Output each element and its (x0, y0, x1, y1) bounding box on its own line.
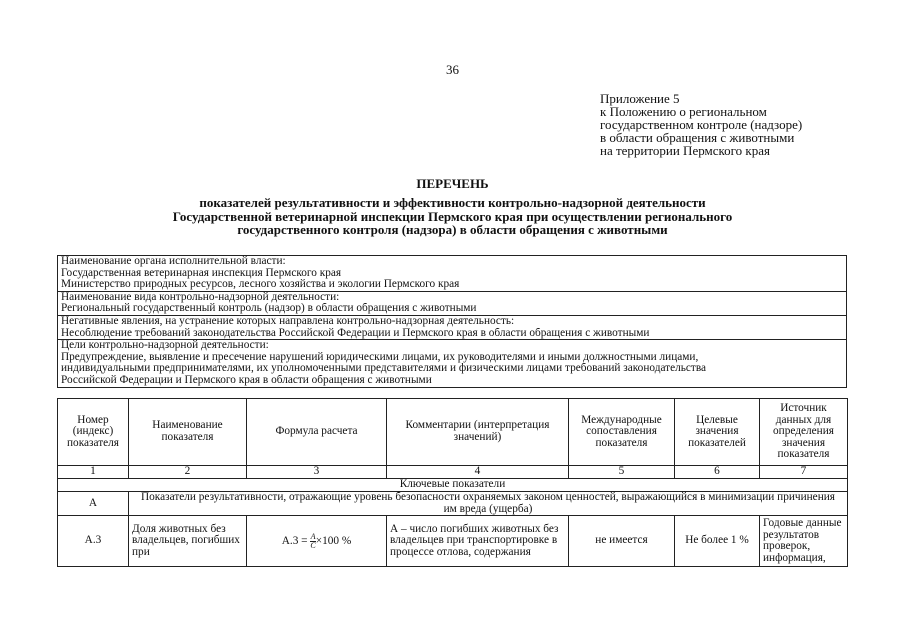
appendix-line: государственном контроле (надзоре) (600, 117, 803, 132)
column-number: 7 (760, 466, 848, 479)
header-cell: Комментарии (интерпретация значений) (387, 399, 569, 466)
header-cell: Формула расчета (247, 399, 387, 466)
subtitle-line: показателей результативности и эффективности контрольно-надзорной деятельности (199, 195, 706, 210)
goals-label: Цели контрольно-надзорной деятельности: (61, 340, 269, 352)
appendix-line: Приложение 5 (600, 91, 680, 106)
appendix-line: к Положению о региональном (600, 104, 767, 119)
appendix-line: в области обращения с животными (600, 130, 795, 145)
row-name: Доля животных без владельцев, погибших при (129, 516, 247, 567)
column-number: 6 (675, 466, 760, 479)
key-indicators-row (58, 479, 848, 492)
header-cell: Наименование показателя (129, 399, 247, 466)
row-international: не имеется (569, 516, 675, 567)
row-index: А.3 (58, 516, 129, 567)
page-number: 36 (446, 62, 459, 77)
info-block (57, 255, 847, 388)
document-subtitle (0, 196, 905, 237)
row-target: Не более 1 % (675, 516, 760, 567)
subtitle-line: Государственной ветеринарной инспекции Пермского края при осуществлении регионального (172, 208, 733, 224)
group-index: А (58, 492, 129, 516)
column-number: 5 (569, 466, 675, 479)
column-number-row (58, 466, 848, 479)
authority-section (58, 256, 846, 292)
document-title: ПЕРЕЧЕНЬ (416, 176, 489, 191)
goals-line: индивидуальными предпринимателями, их уполномоченными представителями и физическими лицами требований законодательства (61, 363, 707, 375)
header-cell: Целевые значения показателей (675, 399, 760, 466)
authority-value: Министерство природных ресурсов, лесного хозяйства и экологии Пермского края (61, 279, 460, 291)
activity-value: Региональный государственный контроль (надзор) в области обращения с животными (61, 303, 477, 315)
activity-section (58, 292, 846, 316)
negative-label: Негативные явления, на устранение которых направлена контрольно-надзорная деятельность: (61, 315, 515, 327)
negative-section (58, 316, 846, 340)
indicators-table (57, 398, 848, 567)
row-source: Годовые данные результатов проверок, информация, (760, 516, 848, 567)
appendix-note (600, 92, 802, 157)
formula-suffix: ×100 % (315, 534, 352, 547)
row-comment: А – число погибших животных без владельцев при транспортировке в процессе отлова, содержания (387, 516, 569, 567)
formula-numerator: A (310, 531, 316, 541)
appendix-line: на территории Пермского края (600, 143, 770, 158)
column-number: 3 (247, 466, 387, 479)
column-number: 1 (58, 466, 129, 479)
table-header-row (58, 399, 848, 466)
header-cell: Номер (индекс) показателя (58, 399, 129, 466)
group-text: Показатели результативности, отражающие уровень безопасности охраняемых законом ценностей, выражающийся в минимизации причинения им вреда (ущерба) (129, 492, 848, 516)
row-formula (247, 516, 387, 567)
goals-line: Предупреждение, выявление и пресечение нарушений юридическими лицами, их руководителями и иными должностными лицами, (61, 351, 699, 363)
header-cell: Источник данных для определения значения показателя (760, 399, 848, 466)
goals-section (58, 340, 846, 387)
activity-label: Наименование вида контрольно-надзорной деятельности: (61, 291, 340, 303)
formula-denominator: C (310, 540, 316, 550)
negative-value: Несоблюдение требований законодательства Российской Федерации и Пермского края в области обращения с животными (61, 327, 650, 339)
authority-value: Государственная ветеринарная инспекция Пермского края (61, 267, 342, 279)
subtitle-line: государственного контроля (надзора) в области обращения с животными (237, 222, 668, 237)
formula-prefix: А.3 = (281, 534, 308, 547)
goals-line: Российской Федерации и Пермского края в области обращения с животными (61, 374, 432, 386)
column-number: 2 (129, 466, 247, 479)
key-indicators-label: Ключевые показатели (58, 479, 848, 492)
table-row (58, 516, 848, 567)
header-cell: Международные сопоставления показателя (569, 399, 675, 466)
column-number: 4 (387, 466, 569, 479)
group-row (58, 492, 848, 516)
authority-label: Наименование органа исполнительной власти: (61, 256, 286, 267)
